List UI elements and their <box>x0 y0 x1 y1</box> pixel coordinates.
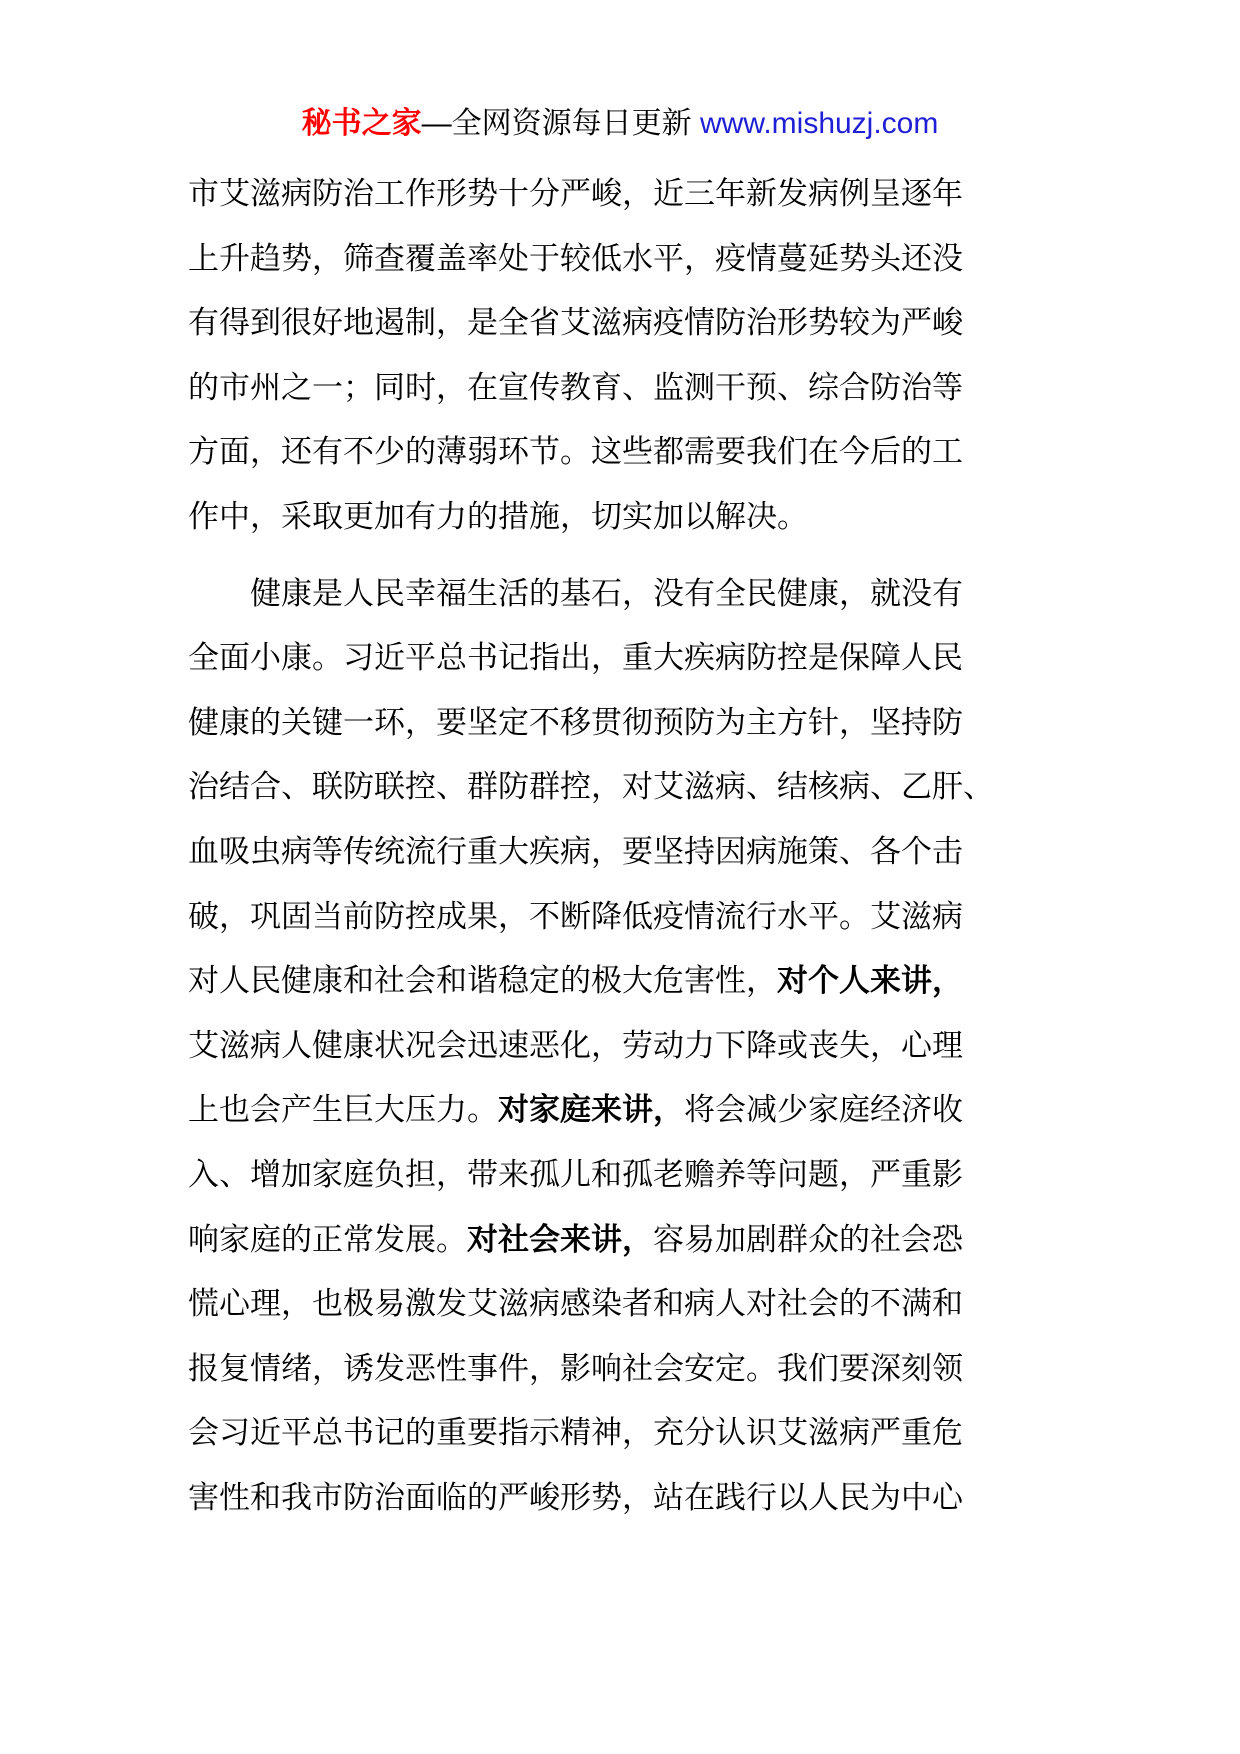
text-line: 破，巩固当前防控成果，不断降低疫情流行水平。艾滋病 <box>188 898 963 935</box>
text-line: 报复情绪，诱发恶性事件，影响社会安定。我们要深刻领 <box>188 1350 963 1387</box>
paragraph-2 <box>188 562 1030 1531</box>
emphasis-family: 对家庭来讲， <box>498 1092 684 1129</box>
text-segment: 容易加剧群众的社会恐 <box>653 1221 963 1258</box>
text-line: 艾滋病人健康状况会迅速恶化，劳动力下降或丧失，心理 <box>188 1027 963 1064</box>
text-line: 慌心理，也极易激发艾滋病感染者和病人对社会的不满和 <box>188 1286 963 1323</box>
text-line <box>188 1208 1030 1273</box>
emphasis-individual: 对个人来讲， <box>777 963 963 1000</box>
text-line: 健康的关键一环，要坚定不移贯彻预防为主方针，坚持防 <box>188 704 963 741</box>
emphasis-society: 对社会来讲， <box>467 1221 653 1258</box>
text-line: 会习近平总书记的重要指示精神，充分认识艾滋病严重危 <box>188 1415 963 1452</box>
page-header <box>0 102 1240 146</box>
text-line: 健康是人民幸福生活的基石，没有全民健康，就没有 <box>250 575 963 612</box>
text-segment: 对人民健康和社会和谐稳定的极大危害性， <box>188 963 777 1000</box>
document-body <box>188 162 1030 1530</box>
text-line: 上升趋势，筛查覆盖率处于较低水平，疫情蔓延势头还没 <box>188 240 963 277</box>
text-segment: 上也会产生巨大压力。 <box>188 1092 498 1129</box>
text-segment: 响家庭的正常发展。 <box>188 1221 467 1258</box>
text-line: 的市州之一；同时，在宣传教育、监测干预、综合防治等 <box>188 369 963 406</box>
text-line: 入、增加家庭负担，带来孤儿和孤老赡养等问题，严重影 <box>188 1156 963 1193</box>
text-line: 有得到很好地遏制，是全省艾滋病疫情防治形势较为严峻 <box>188 305 963 342</box>
text-line: 血吸虫病等传统流行重大疾病，要坚持因病施策、各个击 <box>188 833 963 870</box>
text-line <box>188 1078 1030 1143</box>
text-segment: 将会减少家庭经济收 <box>684 1092 963 1129</box>
text-line: 方面，还有不少的薄弱环节。这些都需要我们在今后的工 <box>188 434 963 471</box>
text-line: 全面小康。习近平总书记指出，重大疾病防控是保障人民 <box>188 640 963 677</box>
text-line: 治结合、联防联控、群防群控，对艾滋病、结核病、乙肝、 <box>188 769 994 806</box>
text-line <box>188 949 1030 1014</box>
paragraph-1 <box>188 162 1030 550</box>
brand-name: 秘书之家 <box>301 107 422 140</box>
text-line: 作中，采取更加有力的措施，切实加以解决。 <box>188 498 808 535</box>
header-tagline: —全网资源每日更新 <box>421 107 700 140</box>
website-link[interactable]: www.mishuzj.com <box>699 107 939 140</box>
text-line: 害性和我市防治面临的严峻形势，站在践行以人民为中心 <box>188 1479 963 1516</box>
text-line: 市艾滋病防治工作形势十分严峻，近三年新发病例呈逐年 <box>188 176 963 212</box>
